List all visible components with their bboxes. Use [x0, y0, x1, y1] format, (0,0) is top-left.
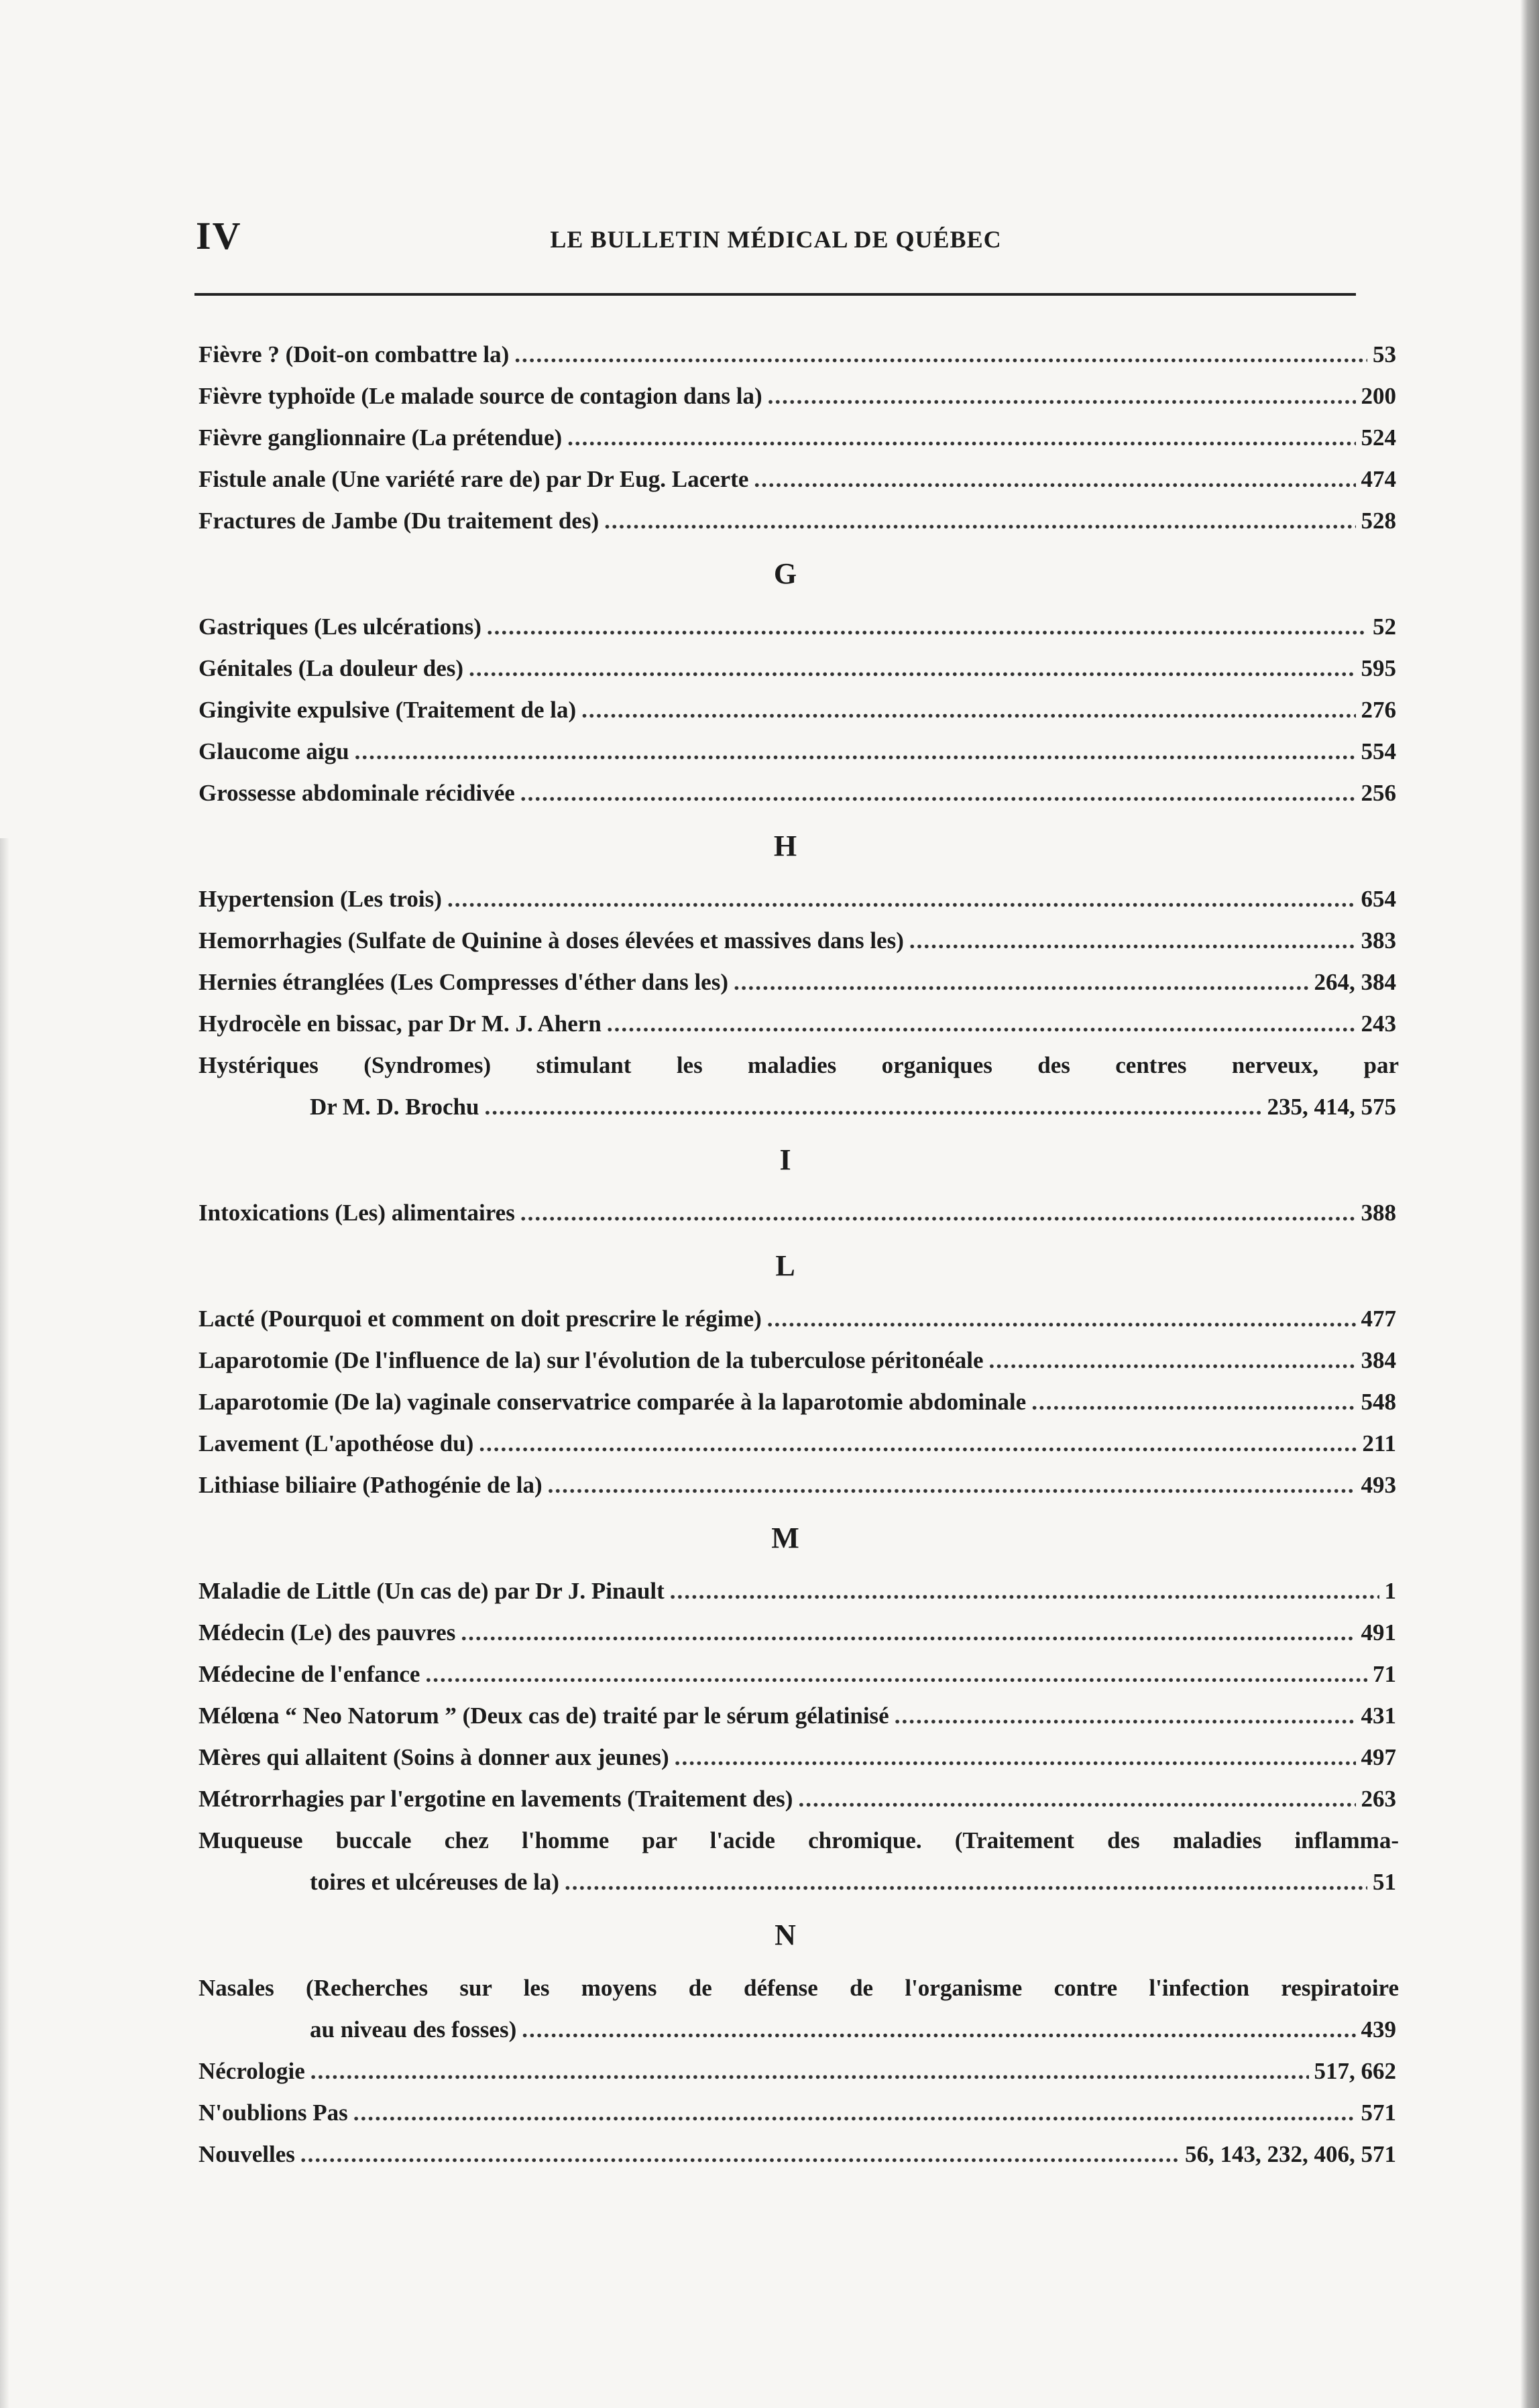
entry-pages: 211: [1362, 1430, 1396, 1456]
entry-text: Médecine de l'enfance: [198, 1661, 420, 1687]
entry-text: Nouvelles: [198, 2141, 295, 2167]
index-entry: [198, 1086, 1399, 1128]
entry-pages: 654: [1361, 886, 1396, 912]
entry-pages: 497: [1361, 1744, 1396, 1770]
index-entry: [198, 500, 1399, 542]
index-entry: [198, 1465, 1399, 1506]
section-letter: L: [775, 1249, 795, 1282]
index-entry: [198, 731, 1399, 772]
entry-text: Hydrocèle en bissac, par Dr M. J. Ahern: [198, 1011, 602, 1037]
entry-text: Grossesse abdominale récidivée: [198, 780, 515, 806]
running-title: LE BULLETIN MÉDICAL DE QUÉBEC: [550, 226, 1002, 253]
entry-text: Laparotomie (De la) vaginale conservatrice comparée à la laparotomie abdominale: [198, 1389, 1027, 1415]
entry-text: Muqueuse buccale chez l'homme par l'acide chromique. (Traitement des maladies inflamma-: [198, 1827, 1399, 1853]
entry-text: Médecin (Le) des pauvres: [198, 1619, 456, 1646]
entry-pages: 51: [1373, 1869, 1396, 1895]
index-entry: [198, 376, 1399, 417]
dot-leader: [447, 878, 1356, 920]
entry-text: Génitales (La douleur des): [198, 655, 464, 681]
index-section: [198, 1903, 1399, 2175]
index-entry: [198, 459, 1399, 500]
entry-text: Maladie de Little (Un cas de) par Dr J. Pinault: [198, 1578, 665, 1604]
entry-pages: 474: [1361, 466, 1396, 492]
index-entry: [198, 878, 1399, 920]
entry-pages: 517, 662: [1314, 2058, 1396, 2084]
index-entry: [198, 1820, 1399, 1861]
index-entry: [198, 1967, 1399, 2009]
entry-text: Lacté (Pourquoi et comment on doit prescrire le régime): [198, 1306, 762, 1332]
dot-leader: [461, 1612, 1355, 1654]
index-entry: [198, 689, 1399, 731]
index-section: [198, 334, 1399, 542]
index-section: [198, 542, 1399, 814]
entry-pages: 571: [1361, 2100, 1396, 2126]
index-entry: [198, 417, 1399, 459]
entry-text: Lithiase biliaire (Pathogénie de la): [198, 1472, 543, 1498]
page-header: [196, 213, 1356, 267]
index-entry: [198, 1192, 1399, 1234]
entry-pages: 491: [1361, 1619, 1396, 1646]
index-entry: [198, 1298, 1399, 1340]
entry-text: Mères qui allaitent (Soins à donner aux jeunes): [198, 1744, 669, 1770]
entry-text: Hypertension (Les trois): [198, 886, 442, 912]
entry-text: Glaucome aigu: [198, 738, 349, 764]
dot-leader: [522, 2009, 1355, 2051]
dot-leader: [1031, 1381, 1355, 1423]
entry-pages: 431: [1361, 1703, 1396, 1729]
entry-text: Fistule anale (Une variété rare de) par Dr Eug. Lacerte: [198, 466, 749, 492]
entry-text: Métrorrhagies par l'ergotine en lavements (Traitement des): [198, 1786, 793, 1812]
dot-leader: [988, 1340, 1355, 1381]
entry-pages: 200: [1361, 383, 1396, 409]
entry-pages: 554: [1361, 738, 1396, 764]
scan-edge-left: [0, 838, 9, 2408]
entry-pages: 528: [1361, 508, 1396, 534]
dot-leader: [754, 459, 1355, 500]
section-letter: N: [775, 1918, 796, 1951]
dot-leader: [520, 772, 1356, 814]
index-entry: [198, 2134, 1399, 2175]
entry-text: au niveau des fosses): [310, 2016, 517, 2043]
dot-leader: [909, 920, 1356, 962]
entry-text: Intoxications (Les) alimentaires: [198, 1200, 515, 1226]
dot-leader: [895, 1695, 1356, 1737]
index-entry: [198, 1381, 1399, 1423]
entry-pages: 388: [1361, 1200, 1396, 1226]
dot-leader: [310, 2051, 1309, 2092]
entry-text: Fractures de Jambe (Du traitement des): [198, 508, 600, 534]
entry-pages: 1: [1384, 1578, 1396, 1604]
entry-text: Hernies étranglées (Les Compresses d'éther dans les): [198, 969, 728, 995]
index-entry: [198, 648, 1399, 689]
entry-text: Mélœna “ Neo Natorum ” (Deux cas de) traité par le sérum gélatinisé: [198, 1703, 889, 1729]
entry-pages: 53: [1373, 341, 1396, 367]
dot-leader: [479, 1423, 1357, 1465]
page-number: IV: [196, 214, 242, 257]
index-entry: [198, 606, 1399, 648]
entry-text: toires et ulcéreuses de la): [310, 1869, 559, 1895]
entry-text: Hemorrhagies (Sulfate de Quinine à doses élevées et massives dans les): [198, 927, 904, 954]
dot-leader: [565, 1861, 1367, 1903]
entry-pages: 276: [1361, 697, 1396, 723]
index-entry: [198, 1340, 1399, 1381]
index-section: [198, 814, 1399, 1128]
entry-pages: 243: [1361, 1011, 1396, 1037]
dot-leader: [548, 1465, 1356, 1506]
dot-leader: [353, 2092, 1356, 2134]
entry-pages: 71: [1373, 1661, 1396, 1687]
entry-pages: 493: [1361, 1472, 1396, 1498]
dot-leader: [768, 376, 1356, 417]
entry-text: Laparotomie (De l'influence de la) sur l'évolution de la tuberculose péritonéale: [198, 1347, 984, 1373]
index-entry: [198, 2051, 1399, 2092]
index-entry: [198, 1045, 1399, 1086]
dot-leader: [670, 1570, 1379, 1612]
dot-leader: [520, 1192, 1356, 1234]
index-section: [198, 1506, 1399, 1903]
dot-leader: [607, 1003, 1356, 1045]
entry-text: Gastriques (Les ulcérations): [198, 614, 481, 640]
entry-pages: 256: [1361, 780, 1396, 806]
section-letter: I: [779, 1143, 791, 1176]
index-entry: [198, 2009, 1399, 2051]
section-letter: H: [773, 829, 797, 862]
entry-pages: 56, 143, 232, 406, 571: [1185, 2141, 1396, 2167]
index-entry: [198, 1612, 1399, 1654]
dot-leader: [604, 500, 1355, 542]
entry-text: Hystériques (Syndromes) stimulant les maladies organiques des centres nerveux, par: [198, 1052, 1399, 1078]
entry-pages: 263: [1361, 1786, 1396, 1812]
dot-leader: [300, 2134, 1180, 2175]
index-entry: [198, 1654, 1399, 1695]
entry-pages: 384: [1361, 1347, 1396, 1373]
index-section: [198, 1128, 1399, 1234]
entry-text: Lavement (L'apothéose du): [198, 1430, 474, 1456]
dot-leader: [567, 417, 1355, 459]
index-entry: [198, 962, 1399, 1003]
index-entry: [198, 1003, 1399, 1045]
dot-leader: [734, 962, 1309, 1003]
entry-text: Nasales (Recherches sur les moyens de défense de l'organisme contre l'infection respiratoire: [198, 1975, 1399, 2001]
dot-leader: [469, 648, 1355, 689]
dot-leader: [767, 1298, 1356, 1340]
dot-leader: [581, 689, 1355, 731]
entry-pages: 477: [1361, 1306, 1396, 1332]
index-entry: [198, 1737, 1399, 1778]
dot-leader: [514, 334, 1367, 376]
index-entry: [198, 1695, 1399, 1737]
entry-text: N'oublions Pas: [198, 2100, 348, 2126]
entry-pages: 548: [1361, 1389, 1396, 1415]
entry-pages: 595: [1361, 655, 1396, 681]
index-list: [198, 334, 1399, 2175]
entry-text: Fièvre typhoïde (Le malade source de contagion dans la): [198, 383, 762, 409]
index-entry: [198, 2092, 1399, 2134]
entry-text: Nécrologie: [198, 2058, 305, 2084]
entry-pages: 439: [1361, 2016, 1396, 2043]
index-entry: [198, 1570, 1399, 1612]
entry-pages: 524: [1361, 424, 1396, 451]
dot-leader: [484, 1086, 1261, 1128]
index-entry: [198, 920, 1399, 962]
entry-text: Fièvre ganglionnaire (La prétendue): [198, 424, 563, 451]
dot-leader: [675, 1737, 1356, 1778]
dot-leader: [425, 1654, 1367, 1695]
dot-leader: [355, 731, 1356, 772]
dot-leader: [487, 606, 1367, 648]
entry-text: Gingivite expulsive (Traitement de la): [198, 697, 577, 723]
entry-pages: 383: [1361, 927, 1396, 954]
index-entry: [198, 772, 1399, 814]
entry-text: Fièvre ? (Doit-on combattre la): [198, 341, 510, 367]
scan-edge-right: [1520, 0, 1539, 2408]
section-letter: M: [771, 1522, 799, 1554]
dot-leader: [798, 1778, 1355, 1820]
entry-text: Dr M. D. Brochu: [310, 1094, 479, 1120]
index-entry: [198, 1861, 1399, 1903]
index-entry: [198, 1778, 1399, 1820]
entry-pages: 235, 414, 575: [1267, 1094, 1396, 1120]
entry-pages: 52: [1373, 614, 1396, 640]
index-entry: [198, 334, 1399, 376]
entry-pages: 264, 384: [1314, 969, 1396, 995]
index-entry: [198, 1423, 1399, 1465]
index-section: [198, 1234, 1399, 1506]
section-letter: G: [773, 557, 797, 590]
header-rule: [194, 293, 1356, 296]
